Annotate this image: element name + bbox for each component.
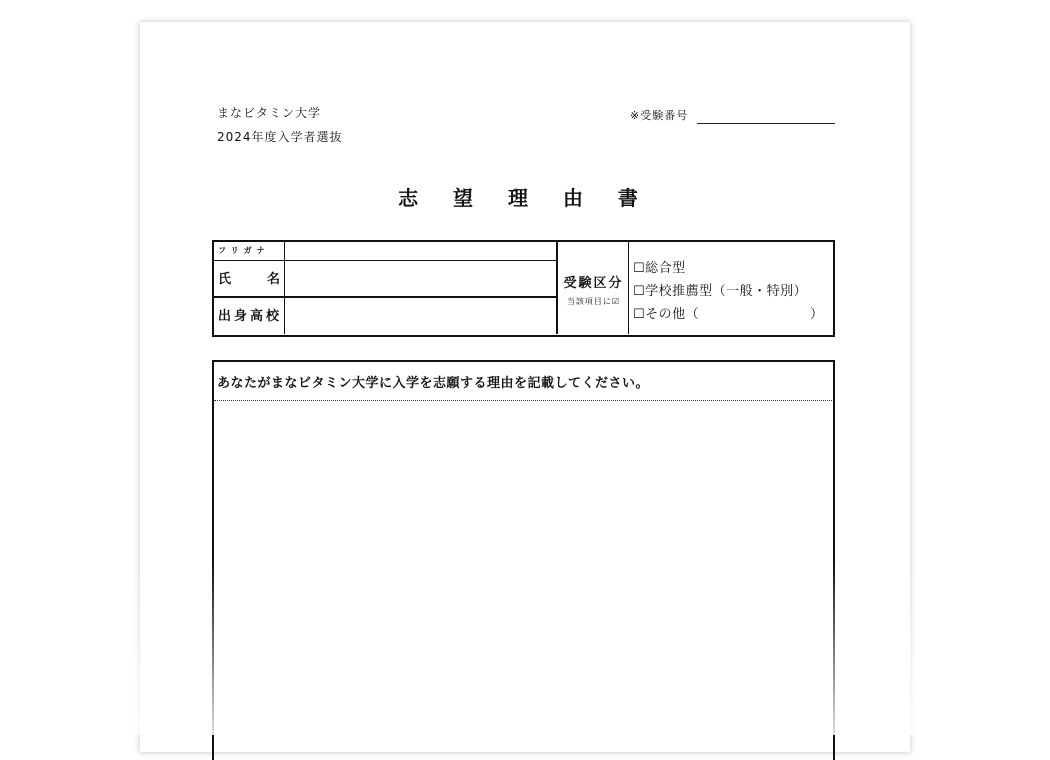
school-field[interactable]	[285, 298, 558, 334]
applicant-info-table	[212, 240, 835, 337]
reason-box[interactable]	[212, 360, 835, 760]
option-other-close-paren: ）	[810, 307, 824, 322]
exam-number-field[interactable]	[697, 123, 835, 124]
name-label-char-2: 名	[267, 272, 281, 287]
school-label: 出身高校	[214, 298, 285, 334]
name-label	[214, 261, 285, 298]
furigana-label: フリガナ	[214, 242, 285, 261]
option-school-recommendation[interactable]: ☐学校推薦型（一般・特別）	[633, 284, 808, 299]
name-label-char-1: 氏	[218, 272, 232, 287]
selection-year: 2024年度入学者選抜	[217, 130, 343, 144]
option-comprehensive[interactable]: ☐総合型	[633, 261, 686, 276]
category-note: 当該項目に☑	[566, 297, 621, 306]
document-page	[140, 22, 910, 752]
furigana-field[interactable]	[285, 242, 558, 261]
category-options	[629, 242, 832, 334]
page-title: 志 望 理 由 書	[398, 186, 652, 210]
name-field[interactable]	[285, 261, 558, 298]
category-label-cell	[558, 242, 629, 334]
option-other[interactable]: ☐その他（	[633, 307, 700, 322]
dotted-divider	[214, 400, 832, 401]
exam-number-label: ※受験番号	[630, 109, 689, 122]
university-name: まなビタミン大学	[217, 106, 322, 120]
category-label: 受験区分	[563, 276, 624, 291]
reason-prompt: あなたがまなビタミン大学に入学を志願する理由を記載してください。	[217, 376, 650, 391]
